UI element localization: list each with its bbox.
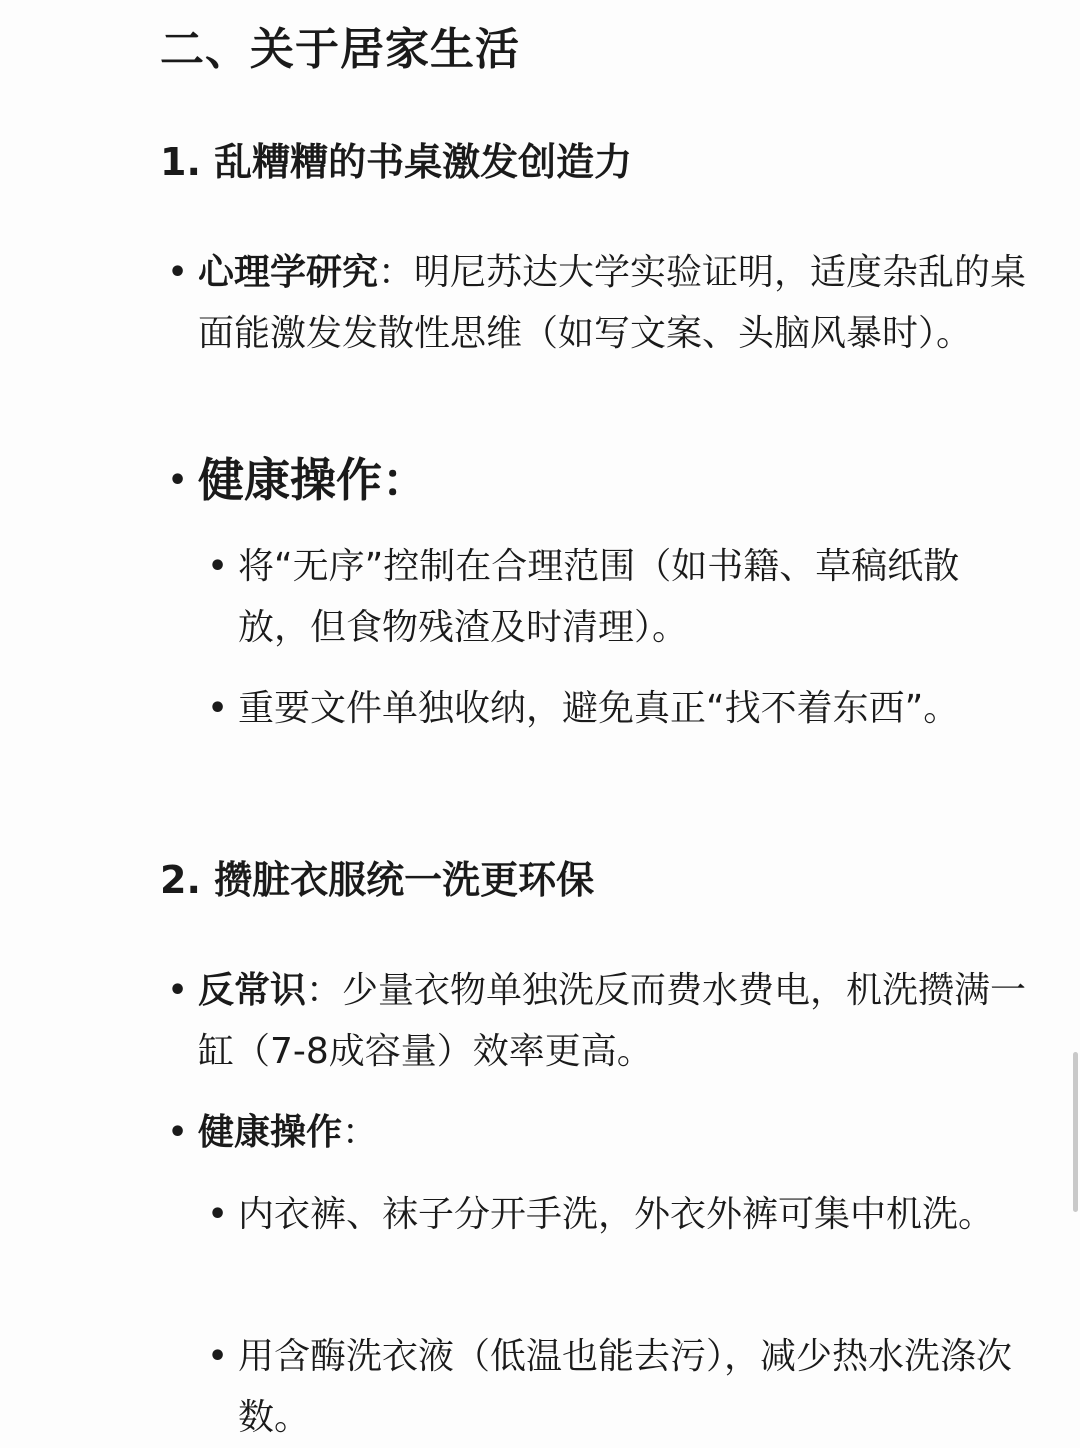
topic1-heading: 1. 乱糟糟的书桌激发创造力 [160, 140, 633, 184]
bullet-icon: • [168, 255, 188, 290]
topic1-psych-body: ：明尼苏达大学实验证明，适度杂乱的桌面能激发发散性思维（如写文案、头脑风暴时）。 [198, 252, 1027, 354]
topic1-health-label: 健康操作： [198, 453, 428, 507]
topic1-health-subitem-2-text: 重要文件单独收纳，避免真正“找不着东西”。 [238, 688, 960, 729]
topic2-health-subitem-1 [208, 1184, 1028, 1245]
bullet-icon: • [168, 973, 188, 1008]
topic2-counter-item [168, 960, 1028, 1082]
topic2-health-label: 健康操作 [198, 1112, 343, 1153]
topic2-health-subitem-2-text: 用含酶洗衣液（低温也能去污），减少热水洗涤次数。 [238, 1336, 1013, 1438]
bullet-icon: • [168, 463, 188, 498]
bullet-icon: • [168, 1115, 188, 1150]
topic2-counter-label: 反常识 [198, 970, 307, 1011]
topic1-psych-item [168, 242, 1028, 364]
topic2-health-subitem-2 [208, 1326, 1028, 1448]
bullet-icon: • [208, 1197, 228, 1232]
bullet-icon: • [208, 1339, 228, 1374]
topic1-health-subitem-1-text: 将“无序”控制在合理范围（如书籍、草稿纸散放，但食物残渣及时清理）。 [238, 546, 960, 648]
topic1-psych-text [198, 242, 1028, 364]
topic2-counter-text [198, 960, 1028, 1082]
topic2-health-item [168, 1102, 1028, 1163]
bullet-icon: • [208, 691, 228, 726]
topic1-health-subitem-2 [208, 678, 1028, 739]
vertical-scrollbar[interactable] [1073, 1052, 1078, 1212]
topic1-health-item [168, 450, 1028, 511]
topic2-heading: 2. 攒脏衣服统一洗更环保 [160, 858, 595, 902]
bullet-icon: • [208, 549, 228, 584]
topic2-health-text [198, 1102, 1028, 1163]
topic2-health-colon: ： [342, 1112, 379, 1153]
topic2-counter-body: ：少量衣物单独洗反而费水费电，机洗攒满一缸（7-8成容量）效率更高。 [198, 970, 1027, 1072]
topic2-health-subitem-1-text: 内衣裤、袜子分开手洗，外衣外裤可集中机洗。 [238, 1194, 995, 1235]
section-title: 二、关于居家生活 [160, 24, 520, 75]
topic1-health-subitem-1 [208, 536, 1028, 658]
topic1-psych-label: 心理学研究 [198, 252, 379, 293]
